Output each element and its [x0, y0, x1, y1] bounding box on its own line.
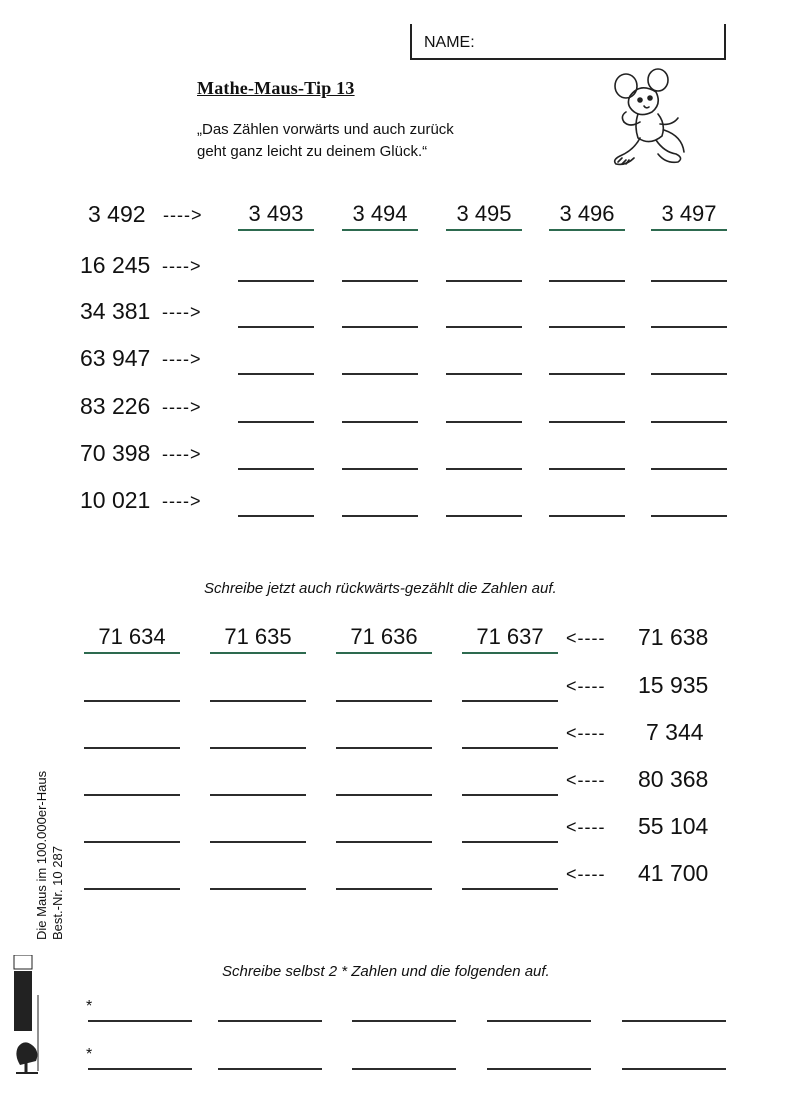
forward-answer-blank[interactable]	[446, 300, 522, 328]
backward-answer-blank[interactable]	[84, 815, 180, 843]
forward-answer-blank[interactable]	[446, 442, 522, 470]
forward-answer-blank[interactable]	[446, 254, 522, 282]
right-arrow-icon: ---->	[162, 397, 202, 417]
forward-answer-blank[interactable]	[238, 300, 314, 328]
forward-answer-blank[interactable]	[238, 442, 314, 470]
forward-start-number: 16 245	[80, 252, 151, 278]
forward-answer-blank[interactable]	[342, 254, 418, 282]
own-number-blank[interactable]	[218, 1020, 322, 1022]
forward-answer-blank[interactable]: 3 496	[549, 203, 625, 231]
forward-answer-blank[interactable]: 3 493	[238, 203, 314, 231]
forward-answer-blank[interactable]	[446, 395, 522, 423]
left-arrow-icon: <----	[566, 817, 606, 837]
backward-answer-blank[interactable]	[462, 815, 558, 843]
own-number-blank[interactable]	[487, 1020, 591, 1022]
backward-answer-blank[interactable]: 71 634	[84, 626, 180, 654]
forward-start-number: 10 021	[80, 487, 151, 513]
backward-answer-blank[interactable]	[336, 674, 432, 702]
mouse-illustration	[604, 66, 692, 174]
own-number-blank[interactable]	[88, 1020, 192, 1022]
own-number-blank[interactable]	[487, 1068, 591, 1070]
forward-answer-blank[interactable]	[651, 395, 727, 423]
forward-start-number: 63 947	[80, 345, 151, 371]
left-arrow-icon: <----	[566, 864, 606, 884]
backward-answer-blank[interactable]	[462, 721, 558, 749]
backward-answer-blank[interactable]	[336, 815, 432, 843]
forward-answer-blank[interactable]	[549, 254, 625, 282]
backward-answer-blank[interactable]	[84, 721, 180, 749]
right-arrow-icon: ---->	[163, 205, 203, 225]
forward-answer-blank[interactable]	[238, 489, 314, 517]
forward-answer-blank[interactable]	[549, 347, 625, 375]
forward-answer-blank[interactable]	[342, 300, 418, 328]
book-title: Die Maus im 100.000er-Haus	[34, 770, 49, 940]
backward-answer-blank[interactable]	[210, 768, 306, 796]
forward-start-number: 70 398	[80, 440, 151, 466]
forward-answer-blank[interactable]	[549, 489, 625, 517]
star-marker: *	[86, 1046, 93, 1063]
forward-answer-blank[interactable]	[342, 442, 418, 470]
forward-start-number: 3 492	[88, 201, 146, 227]
forward-start-number: 34 381	[80, 298, 151, 324]
own-number-blank[interactable]	[218, 1068, 322, 1070]
forward-answer-blank[interactable]	[651, 254, 727, 282]
forward-answer-blank[interactable]: 3 495	[446, 203, 522, 231]
own-number-blank[interactable]	[622, 1020, 726, 1022]
backward-answer-blank[interactable]	[210, 815, 306, 843]
forward-answer-blank[interactable]	[238, 347, 314, 375]
own-number-blank[interactable]	[352, 1068, 456, 1070]
forward-answer-blank[interactable]	[651, 489, 727, 517]
backward-answer-blank[interactable]	[84, 768, 180, 796]
own-number-blank[interactable]	[88, 1068, 192, 1070]
forward-answer-blank[interactable]	[651, 300, 727, 328]
forward-answer-blank[interactable]: 3 494	[342, 203, 418, 231]
right-arrow-icon: ---->	[162, 302, 202, 322]
backward-start-number: 55 104	[638, 813, 709, 839]
backward-answer-blank[interactable]	[84, 862, 180, 890]
right-arrow-icon: ---->	[162, 491, 202, 511]
backward-answer-blank[interactable]: 71 637	[462, 626, 558, 654]
left-arrow-icon: <----	[566, 628, 606, 648]
backward-answer-blank[interactable]	[462, 768, 558, 796]
forward-answer-blank[interactable]	[651, 442, 727, 470]
forward-answer-blank[interactable]	[549, 395, 625, 423]
backward-answer-blank[interactable]	[462, 674, 558, 702]
order-number: Best.-Nr. 10 287	[50, 846, 65, 940]
own-numbers-instruction: Schreibe selbst 2 * Zahlen und die folgenden auf.	[222, 963, 550, 980]
backward-answer-blank[interactable]	[84, 674, 180, 702]
backward-start-number: 7 344	[646, 719, 704, 745]
backward-start-number: 80 368	[638, 766, 709, 792]
forward-answer-blank[interactable]	[342, 489, 418, 517]
own-number-blank[interactable]	[352, 1020, 456, 1022]
backward-answer-blank[interactable]	[462, 862, 558, 890]
book-info	[34, 720, 66, 940]
forward-answer-blank[interactable]	[549, 300, 625, 328]
backward-answer-blank[interactable]	[336, 721, 432, 749]
name-label: NAME:	[424, 34, 475, 51]
backward-answer-blank[interactable]	[336, 768, 432, 796]
right-arrow-icon: ---->	[162, 256, 202, 276]
quote	[197, 119, 454, 163]
quote-line-2: geht ganz leicht zu deinem Glück.“	[197, 143, 428, 160]
forward-answer-blank[interactable]	[238, 254, 314, 282]
backward-answer-blank[interactable]	[210, 721, 306, 749]
quote-line-1: „Das Zählen vorwärts und auch zurück	[197, 121, 454, 138]
backward-answer-blank[interactable]: 71 635	[210, 626, 306, 654]
left-arrow-icon: <----	[566, 770, 606, 790]
backward-start-number: 15 935	[638, 672, 709, 698]
left-arrow-icon: <----	[566, 676, 606, 696]
worksheet-title: Mathe-Maus-Tip 13	[197, 78, 355, 98]
forward-answer-blank[interactable]: 3 497	[651, 203, 727, 231]
backward-answer-blank[interactable]	[336, 862, 432, 890]
left-arrow-icon: <----	[566, 723, 606, 743]
backward-answer-blank[interactable]: 71 636	[336, 626, 432, 654]
forward-answer-blank[interactable]	[446, 347, 522, 375]
publisher-logo	[10, 955, 44, 1075]
forward-start-number: 83 226	[80, 393, 151, 419]
name-field[interactable]	[410, 24, 726, 60]
backward-answer-blank[interactable]	[210, 674, 306, 702]
right-arrow-icon: ---->	[162, 349, 202, 369]
forward-answer-blank[interactable]	[342, 347, 418, 375]
forward-answer-blank[interactable]	[651, 347, 727, 375]
backward-start-number: 71 638	[638, 624, 709, 650]
star-marker: *	[86, 998, 93, 1015]
right-arrow-icon: ---->	[162, 444, 202, 464]
backward-start-number: 41 700	[638, 860, 709, 886]
backward-instruction: Schreibe jetzt auch rückwärts-gezählt die Zahlen auf.	[204, 580, 557, 597]
forward-answer-blank[interactable]	[238, 395, 314, 423]
backward-answer-blank[interactable]	[210, 862, 306, 890]
forward-answer-blank[interactable]	[342, 395, 418, 423]
forward-answer-blank[interactable]	[446, 489, 522, 517]
forward-answer-blank[interactable]	[549, 442, 625, 470]
own-number-blank[interactable]	[622, 1068, 726, 1070]
